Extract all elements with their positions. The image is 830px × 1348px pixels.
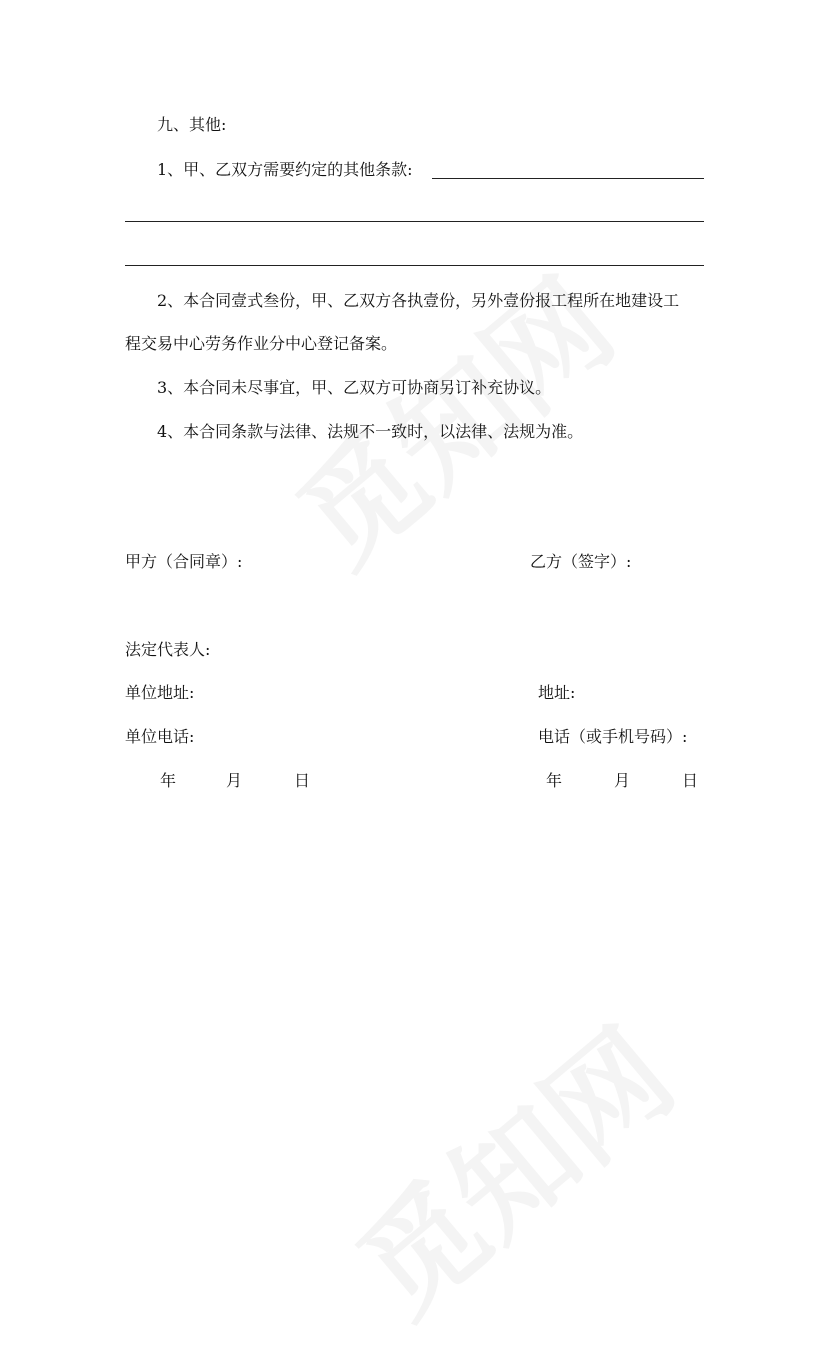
fill-in-line [125, 221, 704, 222]
party-b-title: 乙方（签字）: [530, 552, 632, 571]
party-b-address: 地址: [538, 683, 576, 702]
fill-in-line [432, 178, 704, 179]
clause-2-text-cont: 程交易中心劳务作业分中心登记备案。 [125, 334, 398, 353]
section-heading: 九、其他: [157, 115, 227, 134]
party-a-title: 甲方（合同章）: [125, 552, 243, 571]
clause-1-text: 1、甲、乙双方需要约定的其他条款: [157, 160, 413, 179]
watermark [257, 234, 643, 597]
party-b-date-month: 月 [614, 771, 631, 790]
party-b-date-year: 年 [546, 771, 563, 790]
party-a-date-day: 日 [294, 771, 311, 790]
clause-3-text: 3、本合同未尽事宜，甲、乙双方可协商另订补充协议。 [157, 378, 552, 397]
party-a-phone: 单位电话: [125, 727, 195, 746]
clause-2-text: 2、本合同壹式叁份，甲、乙双方各执壹份，另外壹份报工程所在地建设工 [157, 291, 680, 310]
party-a-date-year: 年 [160, 771, 177, 790]
fill-in-line [125, 265, 704, 266]
party-a-rep: 法定代表人: [125, 640, 211, 659]
party-b-date-day: 日 [682, 771, 699, 790]
party-a-date-month: 月 [226, 771, 243, 790]
party-b-phone: 电话（或手机号码）: [538, 727, 688, 746]
party-a-address: 单位地址: [125, 683, 195, 702]
clause-4-text: 4、本合同条款与法律、法规不一致时，以法律、法规为准。 [157, 422, 584, 441]
watermark-bottom [317, 984, 703, 1347]
